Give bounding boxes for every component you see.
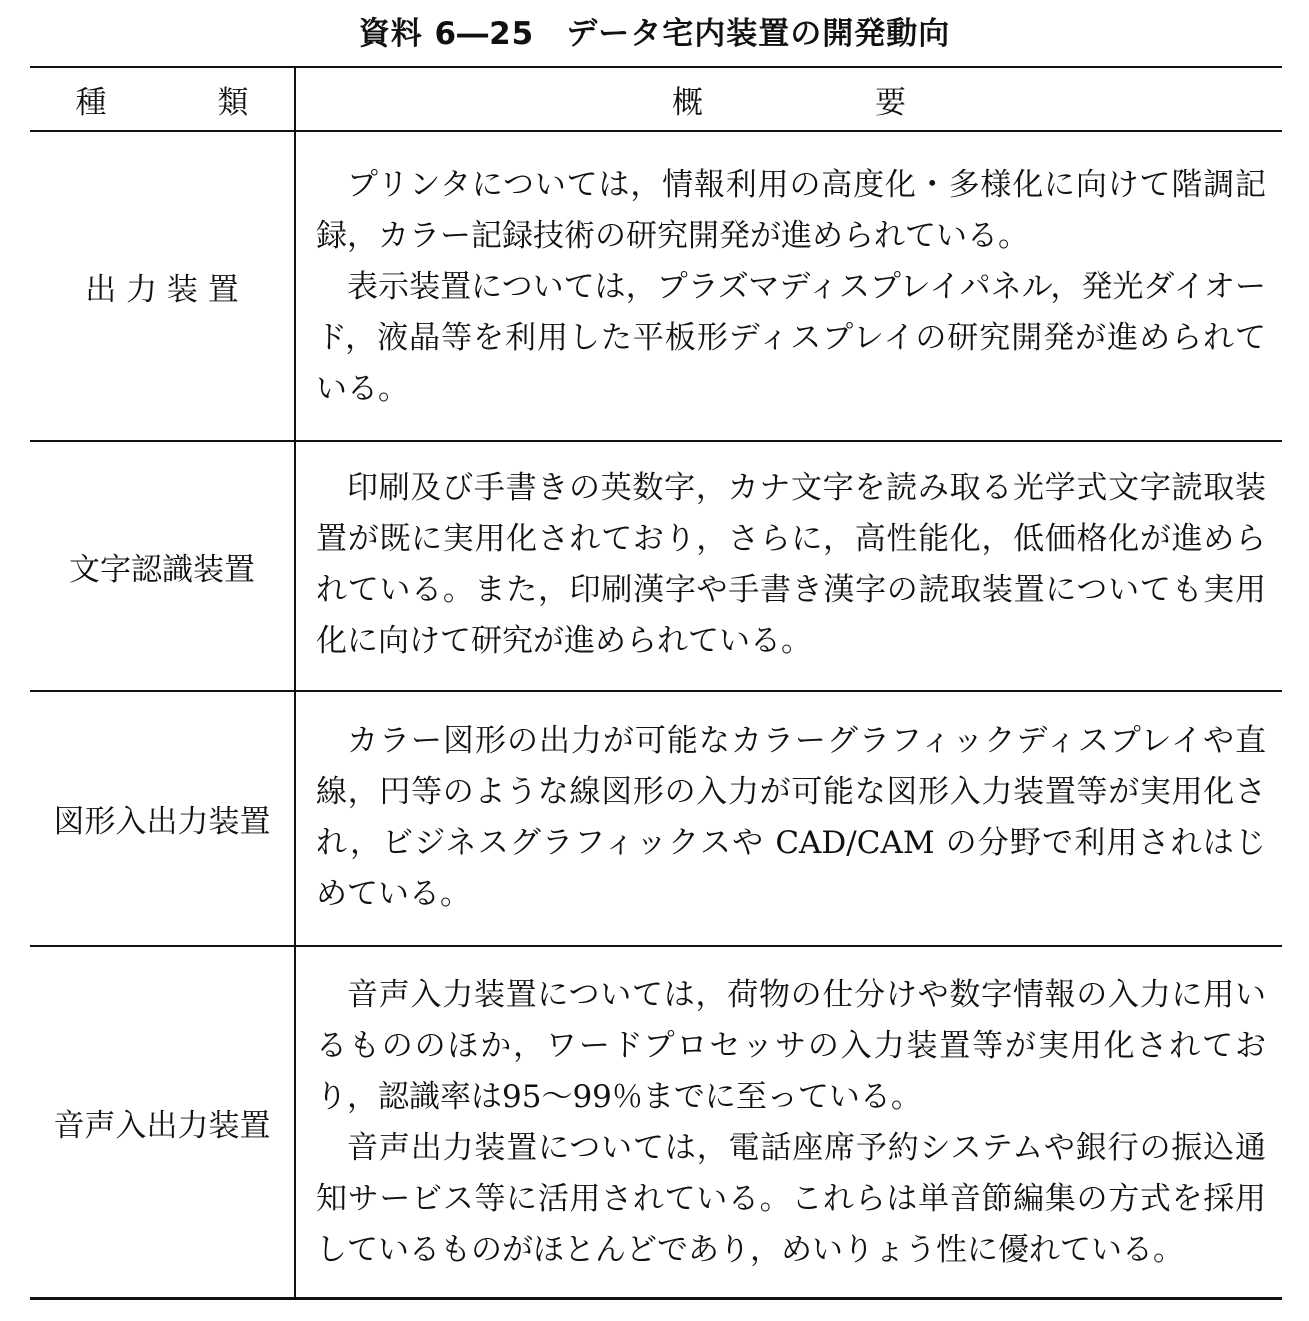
table-bottom-rule <box>30 1297 1282 1300</box>
summary-paragraph: カラー図形の出力が可能なカラーグラフィックディスプレイや直線，円等のような線図形の入力が可能な図形入力装置等が実用化され，ビジネスグラフィックスや CAD/CAM の分野で利用されはじめている。 <box>316 723 1266 912</box>
column-divider <box>294 132 296 440</box>
kind-cell: 図形入出力装置 <box>53 804 271 840</box>
summary-cell <box>316 463 1266 667</box>
column-divider <box>294 947 296 1297</box>
summary-paragraph: 音声出力装置については，電話座席予約システムや銀行の振込通知サービス等に活用されている。これらは単音節編集の方式を採用しているものがほとんどであり，めいりょう性に優れている。 <box>316 1130 1266 1268</box>
header-kind: 種 類 <box>75 84 289 121</box>
summary-paragraph: 印刷及び手書きの英数字，カナ文字を読み取る光学式文字読取装置が既に実用化されており，さらに，高性能化，低価格化が進められている。また，印刷漢字や手書き漢字の読取装置についても実用化に向けて研究が進められている。 <box>316 470 1266 659</box>
summary-cell <box>316 160 1266 415</box>
summary-paragraph: 表示装置については，プラズマディスプレイパネル，発光ダイオード，液晶等を利用した平板形ディスプレイの研究開発が進められている。 <box>316 269 1266 407</box>
summary-cell <box>316 716 1266 920</box>
header-summary <box>296 68 1282 130</box>
page-title: 資料 6―25 データ宅内装置の開発動向 <box>358 16 951 52</box>
column-divider <box>294 692 296 945</box>
kind-cell: 文字認識装置 <box>69 551 255 588</box>
kind-cell: 音声入出力装置 <box>53 1107 271 1144</box>
kind-cell: 出 力 装 置 <box>85 271 239 308</box>
summary-paragraph: 音声入力装置については，荷物の仕分けや数字情報の入力に用いるもののほか，ワードプロセッサの入力装置等が実用化されており，認識率は95～99％までに至っている。 <box>316 977 1266 1115</box>
summary-cell <box>316 970 1266 1276</box>
header-summary-char: 要 <box>875 84 906 121</box>
column-divider <box>294 442 296 690</box>
header-summary-char: 概 <box>672 84 703 121</box>
summary-paragraph: プリンタについては，情報利用の高度化・多様化に向けて階調記録，カラー記録技術の研究開発が進められている。 <box>316 167 1266 254</box>
